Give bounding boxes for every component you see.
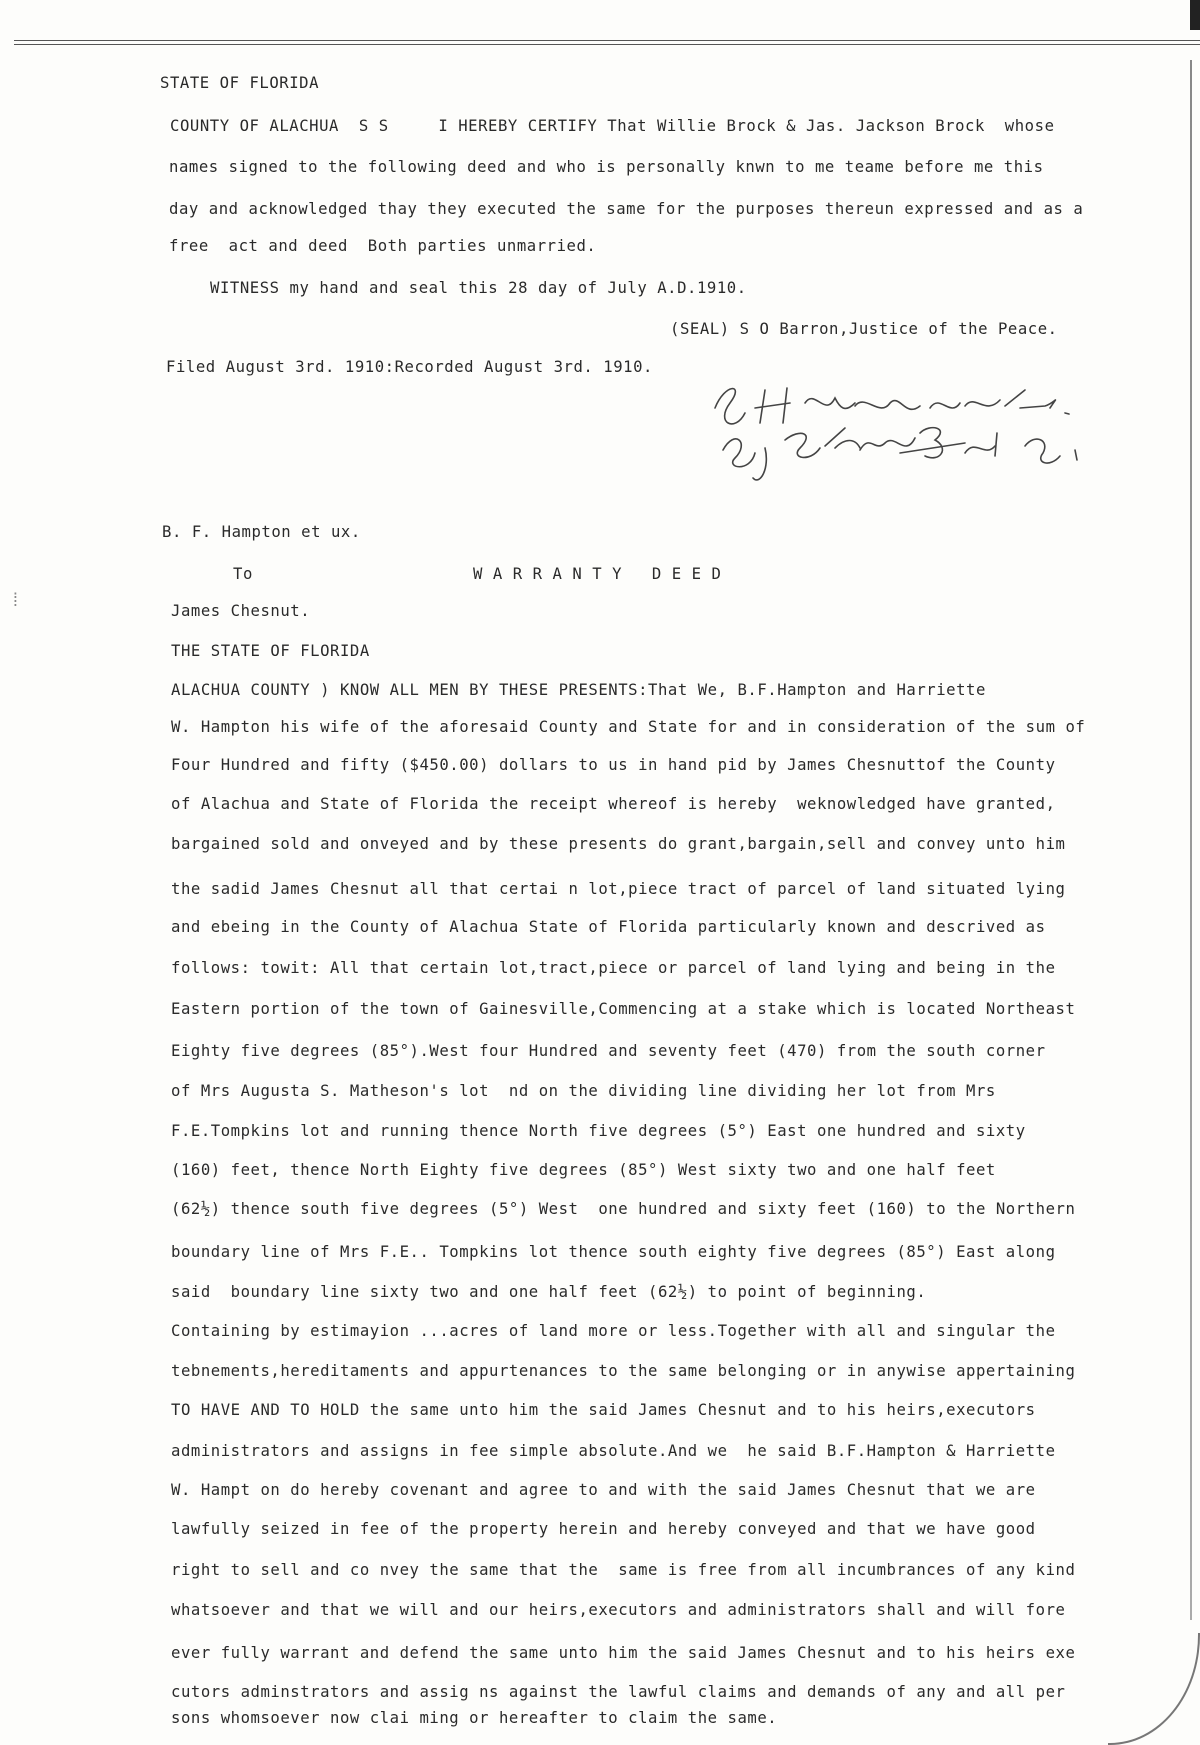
deed-body-line: cutors adminstrators and assig ns against the lawful claims and demands of any and all per	[171, 1683, 1066, 1701]
top-rule-second	[14, 44, 1200, 45]
deed-body-line: (62½) thence south five degrees (5°) West one hundred and sixty feet (160) to the Northern	[171, 1200, 1076, 1218]
grantor-line: B. F. Hampton et ux.	[162, 523, 361, 541]
witness-line: WITNESS my hand and seal this 28 day of July A.D.1910.	[210, 279, 747, 297]
grantee-line: James Chesnut.	[171, 602, 311, 620]
filed-line: Filed August 3rd. 1910:Recorded August 3rd. 1910.	[166, 358, 653, 376]
certificate-state: STATE OF FLORIDA	[160, 74, 320, 92]
page-edge	[1190, 60, 1192, 1620]
deed-body-line: ALACHUA COUNTY ) KNOW ALL MEN BY THESE PRESENTS:That We, B.F.Hampton and Harriette	[171, 681, 986, 699]
deed-body-line: Eighty five degrees (85°).West four Hundred and seventy feet (470) from the south corner	[171, 1042, 1046, 1060]
deed-body-line: of Mrs Augusta S. Matheson's lot nd on the dividing line dividing her lot from Mrs	[171, 1082, 996, 1100]
deed-body-line: Containing by estimayion ...acres of land more or less.Together with all and singular the	[171, 1322, 1056, 1340]
certificate-body-line: day and acknowledged thay they executed the same for the purposes thereun expressed and as a	[169, 200, 1084, 218]
top-rule	[14, 40, 1200, 41]
deed-body-line: administrators and assigns in fee simple absolute.And we he said B.F.Hampton & Harriette	[171, 1442, 1056, 1460]
deed-body-line: and ebeing in the County of Alachua State of Florida particularly known and descrived as	[171, 918, 1046, 936]
deed-body-line: (160) feet, thence North Eighty five degrees (85°) West sixty two and one half feet	[171, 1161, 996, 1179]
deed-title: W A R R A N T Y D E E D	[473, 565, 722, 583]
deed-body-line: whatsoever and that we will and our heirs,executors and administrators shall and will fore	[171, 1601, 1066, 1619]
certificate-body-line: names signed to the following deed and who is personally knwn to me teame before me this	[169, 158, 1044, 176]
scan-corner-mark	[1190, 0, 1200, 30]
deed-body-line: of Alachua and State of Florida the receipt whereof is hereby weknowledged have granted,	[171, 795, 1056, 813]
deed-body-line: sons whomsoever now clai ming or hereafter to claim the same.	[171, 1709, 778, 1727]
clerk-signature	[705, 378, 1090, 488]
deed-body-line: said boundary line sixty two and one half feet (62½) to point of beginning.	[171, 1283, 927, 1301]
certificate-body-line: free act and deed Both parties unmarried.	[169, 237, 597, 255]
deed-body-line: lawfully seized in fee of the property herein and hereby conveyed and that we have good	[171, 1520, 1036, 1538]
deed-body-line: bargained sold and onveyed and by these presents do grant,bargain,sell and convey unto him	[171, 835, 1066, 853]
deed-body-line: follows: towit: All that certain lot,tract,piece or parcel of land lying and being in the	[171, 959, 1056, 977]
deed-body-line: W. Hampt on do hereby covenant and agree to and with the said James Chesnut that we are	[171, 1481, 1036, 1499]
certificate-county-line: COUNTY OF ALACHUA S S I HEREBY CERTIFY That Willie Brock & Jas. Jackson Brock whose	[170, 117, 1055, 135]
page-curl	[1108, 1633, 1200, 1745]
deed-body-line: Four Hundred and fifty ($450.00) dollars to us in hand pid by James Chesnuttof the County	[171, 756, 1056, 774]
margin-mark: ⁞	[10, 590, 21, 611]
deed-body-line: the sadid James Chesnut all that certai n lot,piece tract of parcel of land situated lying	[171, 880, 1066, 898]
deed-body-line: TO HAVE AND TO HOLD the same unto him the said James Chesnut and to his heirs,executors	[171, 1401, 1036, 1419]
deed-to-line: To	[233, 565, 253, 583]
deed-body-line: ever fully warrant and defend the same unto him the said James Chesnut and to his heirs exe	[171, 1644, 1076, 1662]
deed-body-line: right to sell and co nvey the same that the same is free from all incumbrances of any kind	[171, 1561, 1076, 1579]
deed-body-line: W. Hampton his wife of the aforesaid County and State for and in consideration of the sum of	[171, 718, 1086, 736]
seal-line: (SEAL) S O Barron,Justice of the Peace.	[670, 320, 1058, 338]
deed-state: THE STATE OF FLORIDA	[171, 642, 370, 660]
deed-body-line: boundary line of Mrs F.E.. Tompkins lot thence south eighty five degrees (85°) East along	[171, 1243, 1056, 1261]
deed-body-line: F.E.Tompkins lot and running thence North five degrees (5°) East one hundred and sixty	[171, 1122, 1026, 1140]
deed-body-line: Eastern portion of the town of Gainesville,Commencing at a stake which is located Northeast	[171, 1000, 1076, 1018]
deed-body-line: tebnements,hereditaments and appurtenances to the same belonging or in anywise appertaining	[171, 1362, 1076, 1380]
